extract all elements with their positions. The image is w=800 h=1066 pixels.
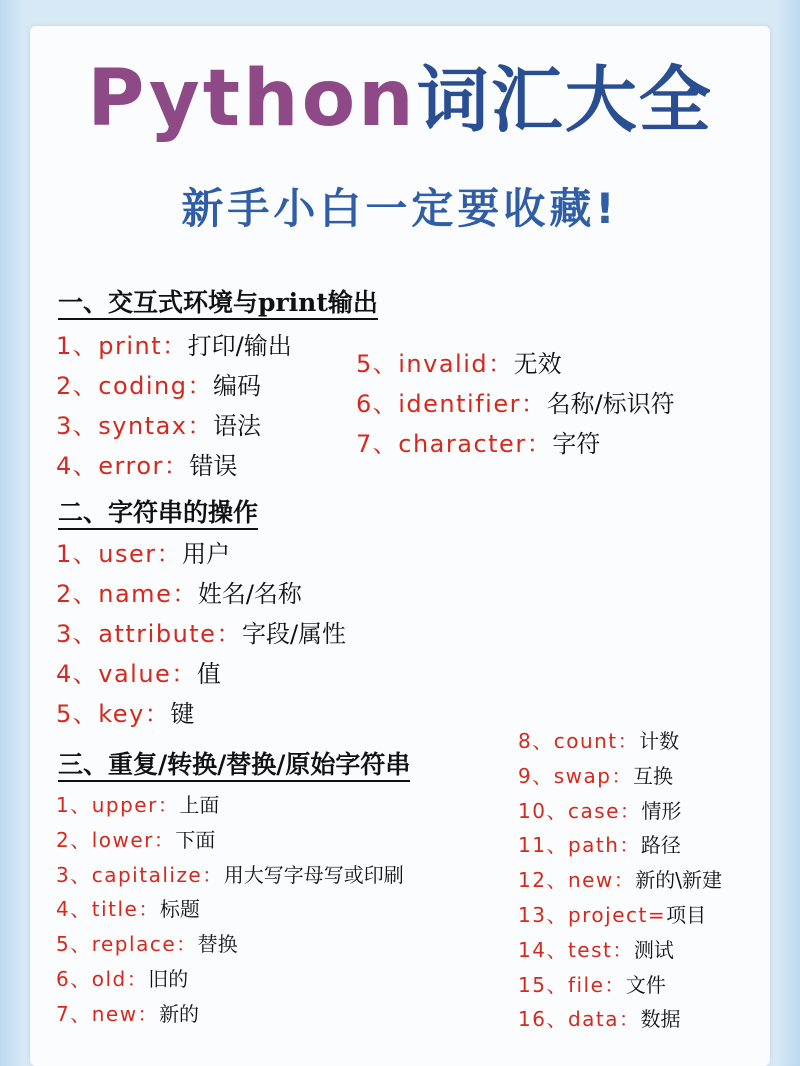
vocab-meaning: 标题 [159, 897, 200, 922]
vocab-item [56, 454, 292, 494]
vocab-term: 16、data： [518, 1007, 641, 1032]
vocab-meaning: 测试 [633, 937, 674, 962]
vocab-item [518, 972, 722, 1010]
vocab-meaning: 旧的 [148, 966, 189, 991]
vocab-item [518, 870, 722, 905]
vocab-item [356, 352, 675, 392]
vocab-term: 9、swap： [518, 763, 633, 788]
vocab-meaning: 用大写字母写或印刷 [223, 862, 404, 887]
vocab-item [56, 414, 292, 454]
vocab-term: 4、error： [56, 452, 190, 480]
page-subtitle: 新手小白一定要收藏! [181, 184, 619, 233]
vocab-term: 1、print： [56, 332, 188, 360]
vocab-meaning: 用户 [182, 540, 231, 568]
title-vocabulary: 词汇大全 [416, 58, 713, 142]
vocab-item [56, 934, 404, 969]
vocab-meaning: 字符 [552, 430, 601, 458]
vocab-item [56, 662, 346, 702]
vocab-item [56, 374, 292, 414]
vocab-term: 13、project= [518, 902, 667, 927]
vocab-meaning: 新的 [159, 1001, 200, 1026]
vocab-item [356, 392, 675, 432]
vocab-term: 7、new： [56, 1001, 160, 1026]
vocab-term: 10、case： [518, 798, 642, 823]
section-2-list [56, 542, 346, 742]
section-1-heading: 一、交互式环境与print输出 [58, 290, 378, 320]
vocab-meaning: 姓名/名称 [197, 580, 302, 608]
vocab-meaning: 文件 [625, 972, 666, 997]
vocab-item [56, 862, 404, 900]
vocab-term: 2、name： [56, 580, 198, 608]
title-python: Python [87, 54, 417, 144]
vocab-meaning: 数据 [640, 1007, 681, 1032]
section-1-list-right [356, 352, 675, 472]
vocab-term: 1、user： [56, 540, 183, 568]
vocab-meaning: 名称/标识符 [546, 390, 675, 418]
vocab-item [56, 622, 346, 662]
vocab-meaning: 情形 [641, 798, 682, 823]
vocab-term: 7、character： [356, 430, 553, 458]
vocab-item [56, 1001, 404, 1039]
vocab-term: 2、lower： [56, 827, 176, 852]
vocab-meaning: 路径 [640, 833, 681, 858]
section-3-heading: 三、重复/转换/替换/原始字符串 [58, 752, 410, 782]
vocab-meaning: 语法 [213, 412, 262, 440]
vocab-meaning: 互换 [632, 763, 673, 788]
vocab-term: 14、test： [518, 937, 634, 962]
page-title [0, 54, 800, 144]
vocab-meaning: 字段/属性 [241, 620, 347, 648]
vocab-item [518, 1009, 722, 1044]
vocab-item [56, 899, 404, 934]
vocab-meaning: 计数 [639, 729, 680, 753]
vocab-term: 4、title： [56, 897, 160, 922]
section-1-list-left [56, 334, 292, 494]
vocab-term: 2、coding： [56, 372, 213, 400]
vocab-item [518, 763, 722, 801]
vocab-meaning: 上面 [179, 793, 220, 817]
vocab-term: 6、identifier： [356, 390, 547, 418]
vocab-item [56, 827, 404, 865]
vocab-item [518, 902, 722, 940]
vocab-item [56, 702, 346, 742]
vocab-term: 8、count： [518, 729, 640, 753]
vocab-term: 5、key： [56, 700, 171, 728]
vocab-item [56, 966, 404, 1004]
vocab-term: 15、file： [518, 972, 626, 997]
vocab-item [518, 798, 722, 836]
vocab-term: 3、capitalize： [56, 862, 224, 887]
vocab-item [518, 835, 722, 870]
vocab-item [56, 795, 404, 830]
vocab-meaning: 替换 [197, 932, 238, 957]
vocab-term: 4、value： [56, 660, 197, 688]
vocab-term: 5、invalid： [356, 350, 514, 378]
vocab-meaning: 错误 [189, 452, 238, 480]
vocab-item [56, 542, 346, 582]
vocab-item [56, 334, 292, 374]
vocab-term: 11、path： [518, 833, 641, 858]
vocab-meaning: 值 [196, 660, 221, 688]
vocab-meaning: 项目 [666, 902, 707, 927]
vocab-meaning: 新的\新建 [635, 868, 723, 893]
vocab-term: 3、attribute： [56, 620, 242, 648]
vocab-meaning: 无效 [513, 350, 562, 378]
vocab-term: 3、syntax： [56, 412, 214, 440]
vocab-meaning: 打印/输出 [187, 332, 292, 360]
vocab-meaning: 下面 [175, 827, 216, 852]
section-3-list-right [518, 731, 722, 1044]
vocab-term: 1、upper： [56, 793, 180, 817]
vocab-item [518, 937, 722, 975]
section-2-heading: 二、字符串的操作 [58, 500, 258, 530]
vocab-term: 6、old： [56, 966, 149, 991]
vocab-item [356, 432, 675, 472]
vocab-item [518, 731, 722, 766]
section-3-list-left [56, 795, 404, 1039]
vocab-meaning: 编码 [213, 372, 261, 400]
vocab-meaning: 键 [170, 700, 195, 728]
vocab-term: 5、replace： [56, 932, 198, 957]
vocab-item [56, 582, 346, 622]
vocab-term: 12、new： [518, 868, 636, 893]
